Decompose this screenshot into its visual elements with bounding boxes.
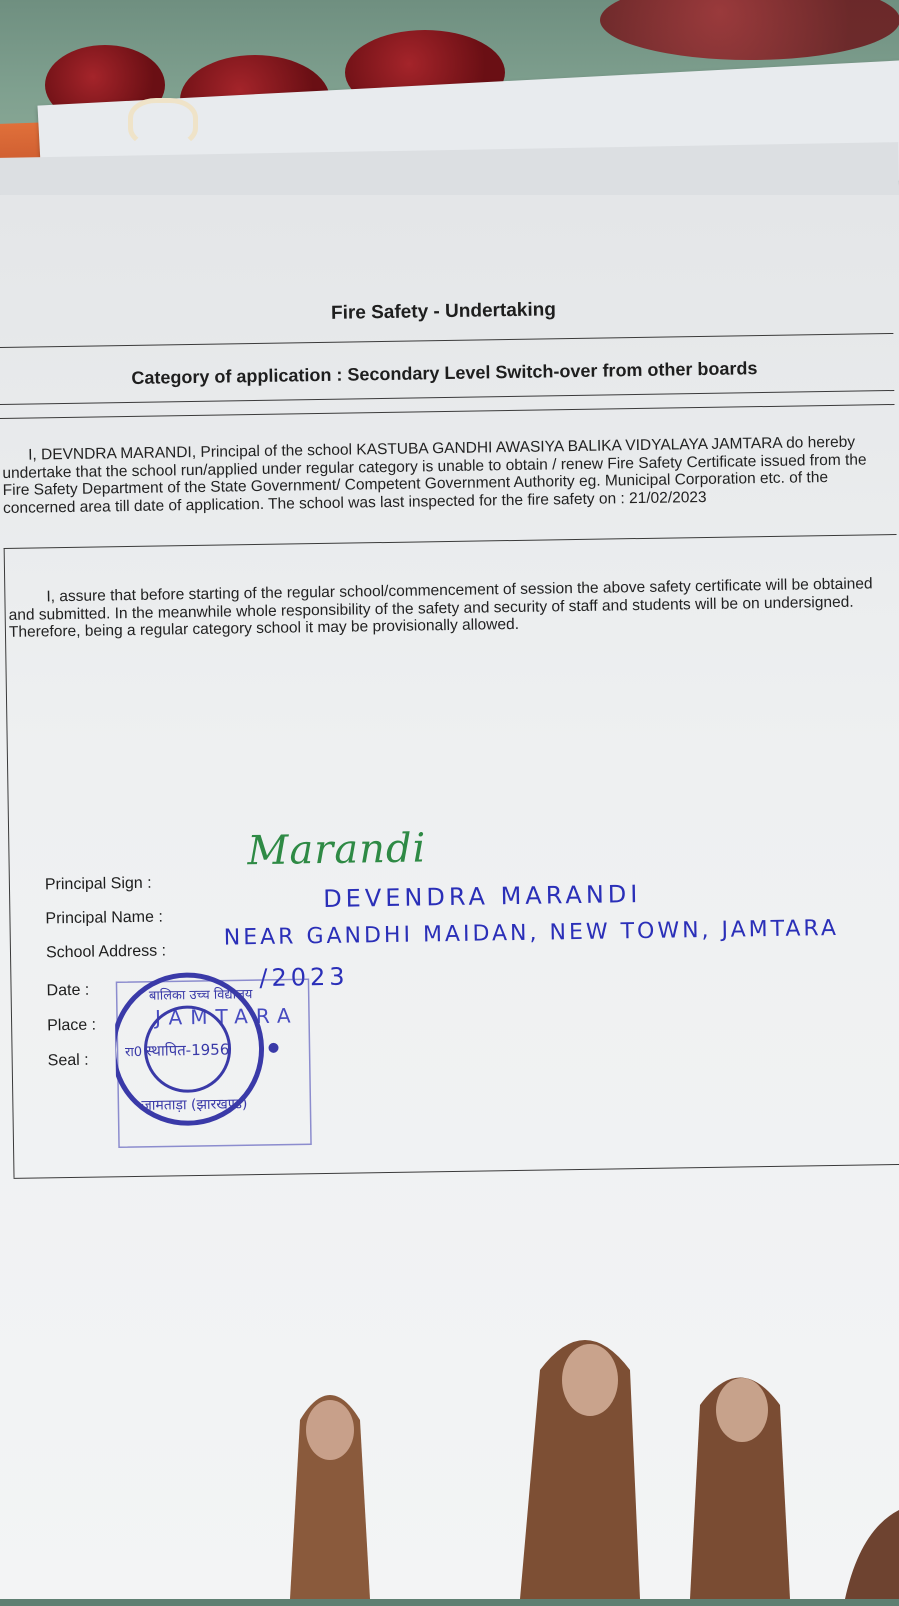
principal-name-label: Principal Name :: [45, 908, 163, 928]
divider-line: [4, 534, 897, 549]
seal-label: Seal :: [47, 1051, 89, 1070]
place-label: Place :: [47, 1016, 97, 1035]
divider-line: [0, 390, 894, 405]
seal-border: [116, 979, 311, 1147]
box-border-left: [4, 548, 15, 1178]
seal-established-text: स्थापित-1956: [145, 1040, 230, 1060]
fingernail: [716, 1378, 768, 1442]
box-border-bottom: [14, 1164, 899, 1179]
principal-sign-label: Principal Sign :: [44, 874, 152, 894]
application-category: Category of application : Secondary Level Switch-over from other boards: [131, 358, 758, 388]
seal-top-text: बालिका उच्च विद्यालय: [148, 987, 253, 1004]
school-address-label: School Address :: [45, 942, 167, 962]
fingernail: [562, 1344, 618, 1416]
finger: [845, 1510, 899, 1599]
handwritten-place: JAMTARA: [154, 1003, 299, 1030]
seal-bottom-text: जामताड़ा (झारखण्ड): [141, 1096, 248, 1114]
handwritten-signature: Marandi: [247, 825, 427, 875]
handwritten-address: NEAR GANDHI MAIDAN, NEW TOWN, JAMTARA: [223, 915, 840, 951]
undertaking-paragraph: I, DEVNDRA MARANDI, Principal of the school KASTUBA GANDHI AWASIYA BALIKA VIDYALAYA JAMTARA do hereby undertake that the school run/applied under regular category is unable to obtain / renew Fire Safety Certificate issued from the Fire Safety Department of the State Government/ Competent Government Authority eg. Municipal Corporation etc. of the concerned area till date of application. The school was last inspected for the fire safety on : 21/02/2023: [2, 433, 867, 517]
assurance-paragraph: I, assure that before starting of the regular school/commencement of session the above safety certificate will be obtained and submitted. In the meanwhile whole responsibility of the safety and security of staff and students will be on undersigned. Therefore, being a regular category school it may be provisionally allowed.: [8, 575, 873, 641]
handwritten-name: DEVENDRA MARANDI: [322, 880, 642, 914]
divider-line: [0, 404, 894, 419]
school-seal: [114, 967, 317, 1150]
hand-fingers: [0, 1310, 899, 1599]
date-label: Date :: [46, 981, 90, 1000]
file-string: [128, 98, 198, 148]
seal-dot: [268, 1043, 278, 1053]
seal-left-text: रा0: [124, 1044, 143, 1061]
handwritten-date: /2023: [259, 962, 349, 993]
document-title: Fire Safety - Undertaking: [330, 299, 557, 324]
fingernail: [306, 1400, 354, 1460]
divider-line: [0, 333, 893, 348]
